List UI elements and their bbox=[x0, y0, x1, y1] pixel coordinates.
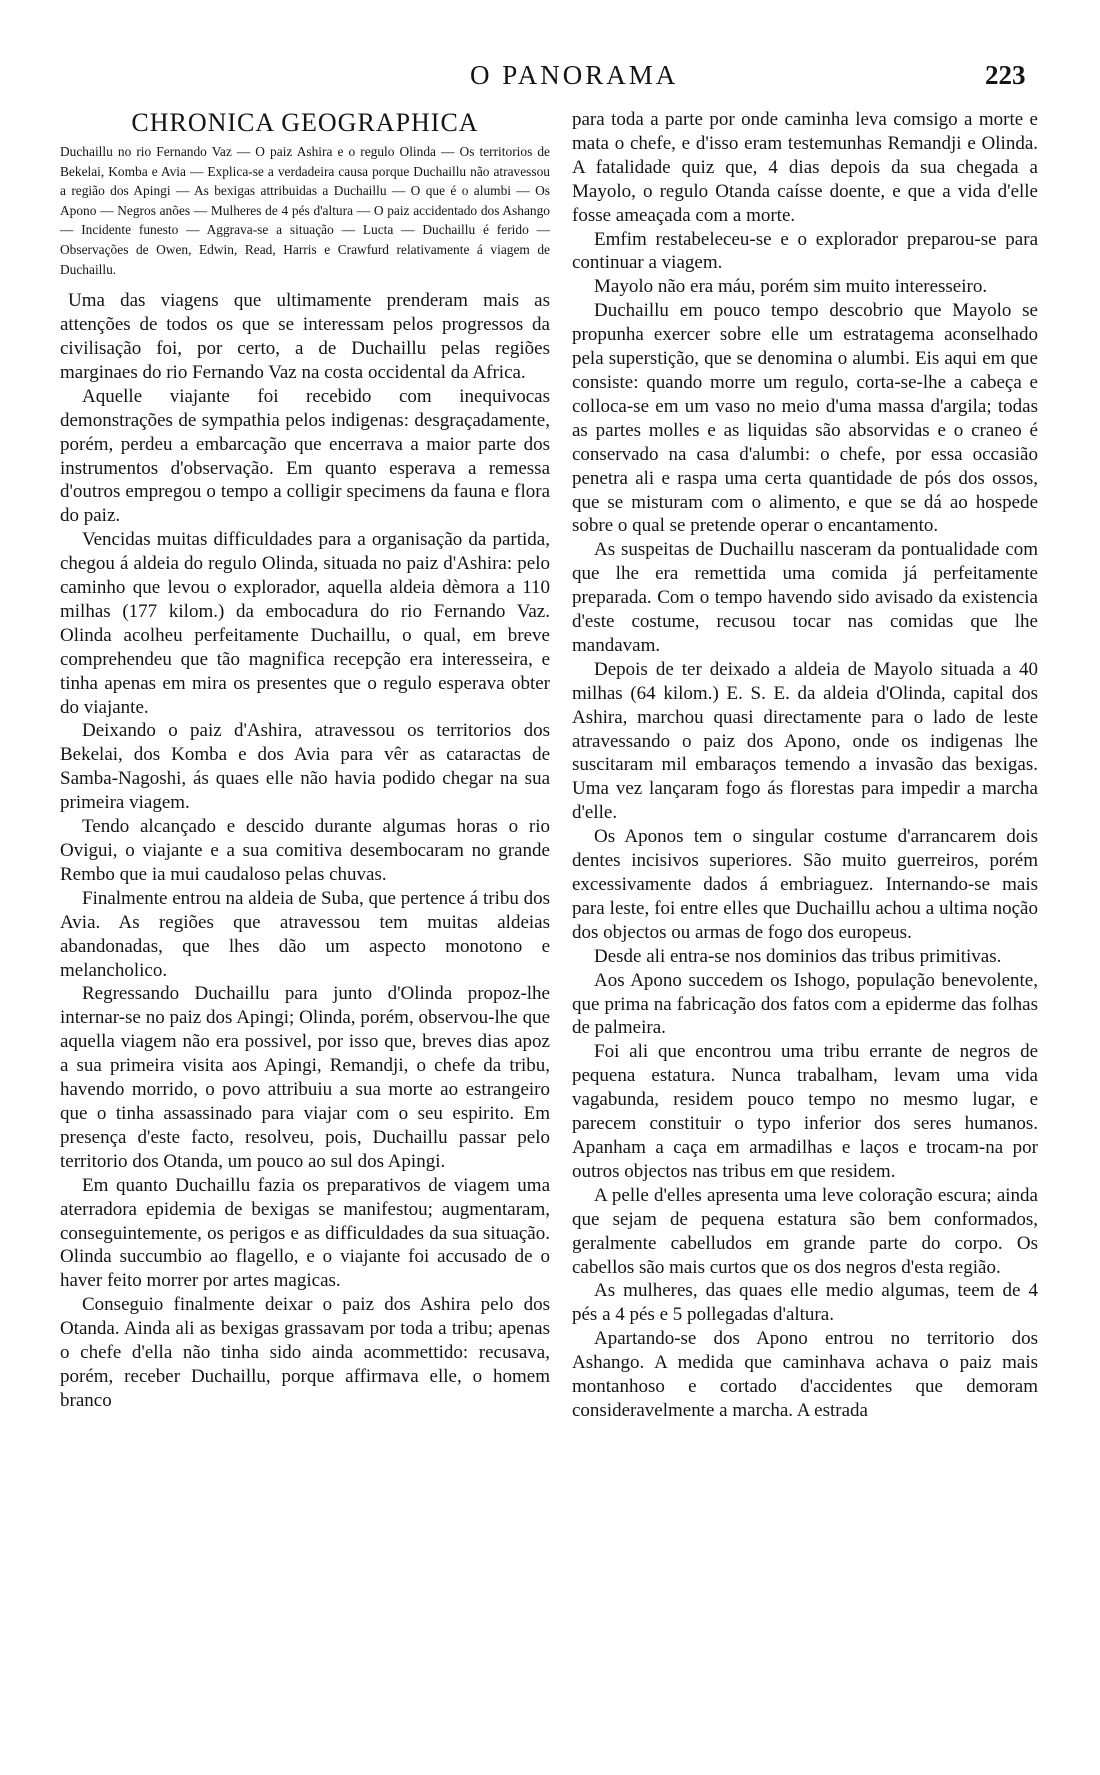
paragraph: Os Aponos tem o singular costume d'arrancarem dois dentes incisivos superiores. São muito guerreiros, porém excessivamente dados á embriaguez. Internando-se mais para leste, foi entre elles que Duchaillu achou a ultima noção dos objectos ou armas de fogo dos europeus. bbox=[572, 826, 1038, 943]
paragraph: Conseguio finalmente deixar o paiz dos Ashira pelo dos Otanda. Ainda ali as bexigas grassavam por toda a tribu; apenas o chefe d'ella não tinha sido ainda acommettido: recusava, porém, receber Duchaillu, porque affirmava elle, o homem branco bbox=[60, 1294, 550, 1411]
paragraph: Finalmente entrou na aldeia de Suba, que pertence á tribu dos Avia. As regiões que atravessou tem muitas aldeias abandonadas, que lhes dão um aspecto monotono e melancholico. bbox=[60, 887, 550, 981]
paragraph: Desde ali entra-se nos dominios das tribus primitivas. bbox=[594, 945, 1002, 967]
paragraph: Foi ali que encontrou uma tribu errante de negros de pequena estatura. Nunca trabalham, levam uma vida vagabunda, residem pouco tempo no mesmo lugar, e parecem constituir o typo inferior dos seres humanos. Apanham a caça em armadilhas e laços e trocam-na por outros objectos nas tribus em que residem. bbox=[572, 1041, 1038, 1182]
paragraph: Aos Apono succedem os Ishogo, população benevolente, que prima na fabricação dos fatos com a epiderme das folhas de palmeira. bbox=[572, 969, 1038, 1039]
paragraph: Regressando Duchaillu para junto d'Olinda propoz-lhe internar-se no paiz dos Apingi; Olinda, porém, observou-lhe que aquella viagem não era possivel, por isso que, breves dias apoz a sua primeira visita aos Apingi, Remandji, o chefe da tribu, havendo morrido, o povo attribuiu a sua morte ao estrangeiro que o tinha assassinado para viajar com o seu espirito. Em presença d'este facto, resolveu, pois, Duchaillu passar pelo territorio dos Otanda, um pouco ao sul dos Apingi. bbox=[60, 983, 550, 1172]
paragraph: Depois de ter deixado a aldeia de Mayolo situada a 40 milhas (64 kilom.) E. S. E. da aldeia d'Olinda, capital dos Ashira, marchou quasi directamente para o lado de leste atravessando o paiz dos Apono, onde os indigenas lhe suscitaram mil embaraços temendo a invasão das bexigas. Uma vez lançaram fogo ás florestas para impedir a marcha d'elle. bbox=[572, 658, 1038, 824]
paragraph: Aquelle viajante foi recebido com inequivocas demonstrações de sympathia pelos indigenas: desgraçadamente, porém, perdeu a embarcação que encerrava a maior parte dos instrumentos d'observação. Em quanto esperava a remessa d'outros empregou o tempo a colligir specimens da fauna e flora do paiz. bbox=[60, 385, 550, 527]
paragraph: As suspeitas de Duchaillu nasceram da pontualidade com que lhe era remettida uma comida já perfeitamente preparada. Com o tempo havendo sido avisado da existencia d'este costume, recusou tocar nas comidas que lhe mandavam. bbox=[572, 539, 1038, 656]
article-summary: Duchaillu no rio Fernando Vaz — O paiz Ashira e o regulo Olinda — Os territorios de Bekelai, Komba e Avia — Explica-se a verdadeira causa porque Duchaillu não atravessou a região dos Apingi — As bexigas attribuidas a Duchaillu — O que é o alumbi — Os Apono — Negros anões — Mulheres de 4 pés d'altura — O paiz accidentado dos Ashango — Incidente funesto — Aggrava-se a situação — Lucta — Duchaillu é ferido — Observações de Owen, Edwin, Read, Harris e Crawfurd relativamente á viagem de Duchaillu. bbox=[60, 144, 550, 277]
paragraph: Duchaillu em pouco tempo descobrio que Mayolo se propunha exercer sobre elle um estratagema aconselhado pela superstição, que se denomina o alumbi. Eis aqui em que consiste: quando morre um regulo, corta-se-lhe a cabeça e colloca-se em um vaso no meio d'uma massa d'argila; todas as partes molles e as liquidas são absorvidas e o craneo é conservado na casa d'alumbi: o chefe, por essa occasião penetra ali e raspa uma certa quantidade de pós dos ossos, que se misturam com o alimento, e que se dá ao hospede sobre o qual se pretende operar o encantamento. bbox=[572, 300, 1038, 537]
running-head bbox=[0, 60, 1100, 100]
paragraph: Uma das viagens que ultimamente prenderam mais as attenções de todos os que se interessam pelos progressos da civilisação foi, por certo, a de Duchaillu pelas regiões marginaes do rio Fernando Vaz na costa occidental da Africa. bbox=[60, 290, 550, 383]
paragraph: Vencidas muitas difficuldades para a organisação da partida, chegou á aldeia do regulo Olinda, situada no paiz d'Ashira: pelo caminho que levou o explorador, aquella aldeia dèmora a 110 milhas (177 kilom.) da embocadura do rio Fernando Vaz. Olinda acolheu perfeitamente Duchaillu, o qual, em breve comprehendeu que tão magnifica recepção era interesseira, e tinha apenas em mira os presentes que o regulo esperava obter do viajante. bbox=[60, 529, 550, 718]
paragraph: Apartando-se dos Apono entrou no territorio dos Ashango. A medida que caminhava achava o paiz mais montanhoso e cortado d'accidentes que demoram consideravelmente a marcha. A estrada bbox=[572, 1328, 1038, 1421]
paragraph: Tendo alcançado e descido durante algumas horas o rio Ovigui, o viajante e a sua comitiva desembocaram no grande Rembo que ia mui caudaloso pelas chuvas. bbox=[60, 816, 550, 885]
paragraph: para toda a parte por onde caminha leva comsigo a morte e mata o chefe, e d'isso eram testemunhas Remandji e Olinda. A fatalidade quiz que, 4 dias depois da sua chegada a Mayolo, o regulo Otanda caísse doente, e que a vida d'elle fosse ameaçada com a morte. bbox=[572, 109, 1038, 226]
right-column bbox=[572, 108, 1038, 1423]
paragraph: Mayolo não era máu, porém sim muito interesseiro. bbox=[594, 276, 988, 298]
paragraph: Em quanto Duchaillu fazia os preparativos de viagem uma aterradora epidemia de bexigas se manifestou; augmentaram, conseguintemente, os perigos e as difficuldades da sua situação. Olinda succumbio ao flagello, e o viajante foi accusado de o haver feito morrer por artes magicas. bbox=[60, 1174, 550, 1292]
paragraph: Emfim restabeleceu-se e o explorador preparou-se para continuar a viagem. bbox=[572, 228, 1038, 274]
paragraph: A pelle d'elles apresenta uma leve coloração escura; ainda que sejam de pequena estatura são bem conformados, geralmente cabelludos em grande parte do corpo. Os cabellos são mais curtos que os dos negros d'esta região. bbox=[572, 1184, 1038, 1278]
left-column bbox=[60, 108, 550, 1413]
paragraph: As mulheres, das quaes elle medio algumas, teem de 4 pés a 4 pés e 5 pollegadas d'altura. bbox=[572, 1280, 1038, 1326]
section-title: CHRONICA GEOGRAPHICA bbox=[131, 108, 479, 137]
running-title: O PANORAMA bbox=[470, 60, 679, 90]
paragraph: Deixando o paiz d'Ashira, atravessou os territorios dos Bekelai, dos Komba e dos Avia para vêr as cataractas de Samba-Nagoshi, ás quaes elle não havia podido chegar na sua primeira viagem. bbox=[60, 720, 550, 814]
page-number: 223 bbox=[985, 60, 1026, 90]
